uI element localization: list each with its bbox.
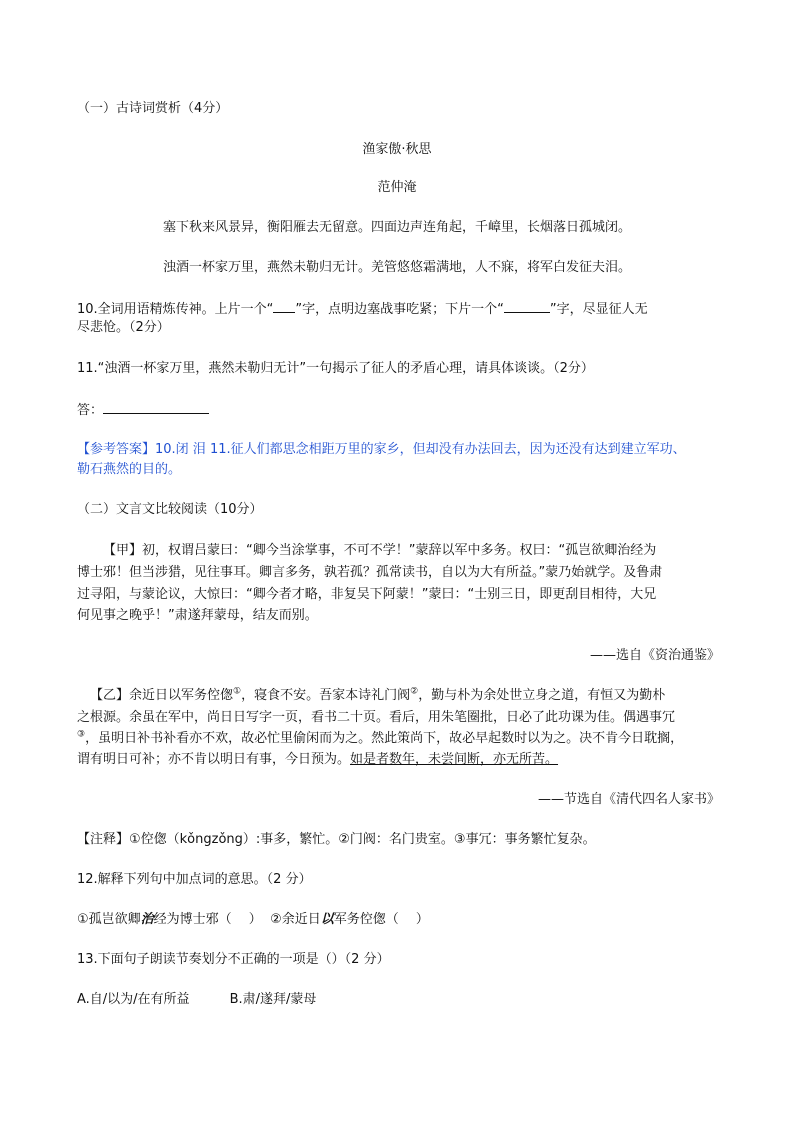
passage-yi-line-2: 之根源。余虽在军中，尚日日写字一页，看书二十页。看后，用朱笔圈批，日必了此功课为佳。偶遇事冗	[77, 710, 676, 725]
yi-underlined-sentence: 如是者数年，未尝间断，亦无所苦。	[350, 752, 559, 767]
q10-blank-1[interactable]	[273, 298, 295, 313]
section1-heading: （一）古诗词赏析（4分）	[77, 101, 229, 116]
reference-answer-line-2: 勒石燕然的目的。	[77, 462, 182, 477]
question-12-items	[77, 910, 717, 930]
q10-text-1: 10.全词用语精炼传神。上片一个“	[77, 302, 274, 317]
yi-text-4a: 谓有明日可补；亦不肯以明日有事，今日预为。	[77, 752, 351, 767]
annotation-note: 【注释】①倥偬（kǒngzǒng）:事多，繁忙。②门阀：名门贵室。③事冗：事务繁忙复杂。	[77, 832, 596, 847]
question-10-continued: 尽悲怆。（2分）	[77, 320, 170, 335]
passage-jia-line-1: 【甲】初，权谓吕蒙曰：“卿今当涂掌事，不可不学！”蒙辞以军中多务。权曰：“孤岂欲卿治经为	[103, 543, 657, 558]
yi-text-1b: ，寝食不安。吾家本诗礼门阀	[241, 688, 411, 703]
q12-item-a-post: 经为博士邪（ ）	[153, 912, 262, 927]
question-13: 13.下面句子朗读节奏划分不正确的一项是（）（2 分）	[77, 952, 390, 967]
passage-jia-source: ——选自《资治通鉴》	[589, 648, 720, 663]
q12-item-b-pre: ②余近日	[270, 912, 321, 927]
passage-jia-line-2: 博士邪！但当涉猎，见往事耳。卿言多务，孰若孤？孤常读书，自以为大有所益。”蒙乃始就学。及鲁肃	[77, 565, 663, 580]
footnote-ref-2: ②	[410, 686, 419, 697]
passage-yi-line-4	[77, 750, 717, 770]
question-13-options	[77, 990, 717, 1010]
question-11: 11.“浊酒一杯家万里，燕然未勒归无计”一句揭示了征人的矛盾心理，请具体谈谈。（2分）	[77, 361, 594, 376]
poem-line-2: 浊酒一杯家万里，燕然未勒归无计。羌管悠悠霜满地，人不寐，将军白发征夫泪。	[162, 260, 631, 275]
question-10	[77, 298, 717, 320]
answer-blank[interactable]	[103, 399, 209, 414]
question-12: 12.解释下列句中加点词的意思。（2 分）	[77, 872, 312, 887]
yi-text-3b: ，虽明日补书补看亦不欢，故必忙里偷闲而为之。然此策尚下，故必早起数时以为之。决不肯今日耽搁，	[85, 731, 684, 746]
section2-heading: （二）文言文比较阅读（10分）	[77, 502, 263, 517]
yi-text-1c: ，勤与朴为余处世立身之道，有恒又为勤朴	[418, 688, 666, 703]
q12-item-a-pre: ①孤岂欲卿	[77, 912, 141, 927]
q13-option-b: B.肃/遂拜/蒙母	[229, 992, 317, 1007]
footnote-ref-1: ①	[233, 686, 242, 697]
q12-item-b-dotted-word: 以	[320, 912, 334, 927]
q13-option-a: A.自/以为/在有所益	[77, 992, 190, 1007]
footnote-ref-3: ③	[77, 729, 86, 740]
q12-item-a-dotted-word: 治	[140, 912, 154, 927]
answer-line	[77, 399, 717, 421]
poem-line-1: 塞下秋来风景异，衡阳雁去无留意。四面边声连角起，千嶂里，长烟落日孤城闭。	[162, 220, 631, 235]
q10-text-3: ”字，尽显征人无	[549, 302, 648, 317]
passage-jia-line-4: 何见事之晚乎！”肃遂拜蒙母，结友而别。	[77, 608, 318, 623]
answer-label: 答：	[77, 403, 104, 418]
poem-author: 范仲淹	[377, 180, 417, 195]
passage-yi-source: ——节选自《清代四名人家书》	[537, 792, 720, 807]
poem-title: 渔家傲·秋思	[362, 142, 432, 157]
passage-yi-line-3	[77, 729, 717, 749]
passage-yi-line-1	[90, 686, 730, 706]
q10-blank-2[interactable]	[504, 298, 550, 313]
q10-text-2: ”字，点明边塞战事吃紧；下片一个“	[295, 302, 504, 317]
q12-item-b-post: 军务倥偬（ ）	[333, 912, 429, 927]
passage-jia-line-3: 过寻阳，与蒙论议，大惊曰：“卿今者才略，非复吴下阿蒙！”蒙曰：“士别三日，即更刮目相待，大兄	[77, 587, 657, 602]
yi-text-1a: 【乙】余近日以军务倥偬	[90, 688, 234, 703]
reference-answer-line-1: 【参考答案】10.闭 泪 11.征人们都思念相距万里的家乡，但却没有办法回去，因为还没有达到建立军功、	[77, 442, 686, 457]
